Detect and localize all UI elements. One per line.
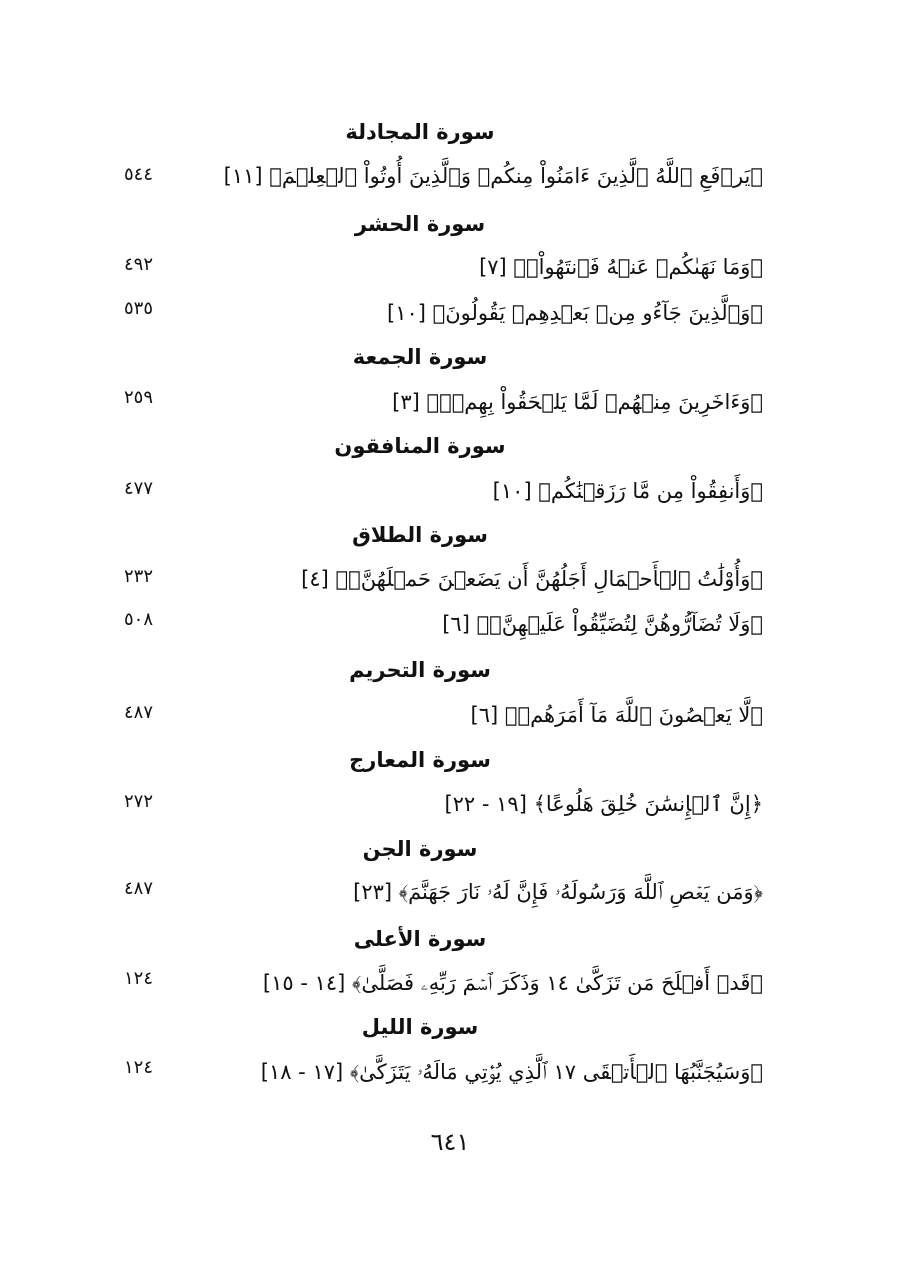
surah-heading: سورة الجمعة xyxy=(352,345,488,369)
verse-entry: ﴿وَأُوْلَٰتُ ٱلۡأَحۡمَالِ أَجَلُهُنَّ أَن يَضَعۡنَ حَمۡلَهُنَّۚ﴾ [٤] xyxy=(301,567,763,591)
verse-entry: ﴿إِنَّ ٱلۡإِنسَٰنَ خُلِقَ هَلُوعًا﴾ [١٩ - ٢٢] xyxy=(444,792,763,816)
surah-heading: سورة الليل xyxy=(361,1015,479,1039)
page-reference: ٤٩٢ xyxy=(124,254,154,275)
page-reference: ٤٨٧ xyxy=(124,702,154,723)
page-reference: ١٢٤ xyxy=(124,968,154,989)
verse-entry: ﴿وَلَا تُضَآرُّوهُنَّ لِتُضَيِّقُواْ عَلَيۡهِنَّۚ﴾ [٦] xyxy=(442,612,763,636)
verse-entry: ﴿وَمَن يَعۡصِ ٱللَّهَ وَرَسُولَهُۥ فَإِنَّ لَهُۥ نَارَ جَهَنَّمَ﴾ [٢٣] xyxy=(353,880,763,904)
surah-heading: سورة المجادلة xyxy=(345,120,495,144)
verse-entry: ﴿وَأَنفِقُواْ مِن مَّا رَزَقۡنَٰكُم﴾ [١٠] xyxy=(492,479,763,503)
verse-entry: ﴿وَمَا نَهَىٰكُمۡ عَنۡهُ فَٱنتَهُواْۚ﴾ [٧] xyxy=(479,255,763,279)
page-reference: ٥٠٨ xyxy=(124,609,154,630)
page-reference: ٢٧٢ xyxy=(124,791,154,812)
page-reference: ٤٨٧ xyxy=(124,878,154,899)
surah-heading: سورة المنافقون xyxy=(334,434,506,458)
surah-heading: سورة الطلاق xyxy=(352,523,488,547)
page-reference: ٥٣٥ xyxy=(124,298,154,319)
surah-heading: سورة المعارج xyxy=(349,748,491,772)
verse-entry: ﴿وَسَيُجَنَّبُهَا ٱلۡأَتۡقَى ١٧ ٱلَّذِي يُؤۡتِي مَالَهُۥ يَتَزَكَّىٰ﴾ [١٧ - ١٨] xyxy=(260,1060,763,1084)
page-number: ٦٤١ xyxy=(430,1128,470,1156)
page-reference: ٢٣٢ xyxy=(124,566,154,587)
verse-entry: ﴿وَءَاخَرِينَ مِنۡهُمۡ لَمَّا يَلۡحَقُواْ بِهِمۡۚ﴾ [٣] xyxy=(392,390,763,414)
verse-entry: ﴿قَدۡ أَفۡلَحَ مَن تَزَكَّىٰ ١٤ وَذَكَرَ ٱسۡمَ رَبِّهِۦ فَصَلَّىٰ﴾ [١٤ - ١٥] xyxy=(262,971,763,995)
verse-entry: ﴿لَّا يَعۡصُونَ ٱللَّهَ مَآ أَمَرَهُمۡ﴾ [٦] xyxy=(470,703,763,727)
surah-heading: سورة الأعلى xyxy=(353,927,487,951)
page-reference: ٥٤٤ xyxy=(124,164,154,185)
page-reference: ٢٥٩ xyxy=(124,387,154,408)
surah-heading: سورة الحشر xyxy=(354,212,486,236)
verse-entry: ﴿وَٱلَّذِينَ جَآءُو مِنۢ بَعۡدِهِمۡ يَقُولُونَ﴾ [١٠] xyxy=(386,301,763,325)
page-reference: ٤٧٧ xyxy=(124,478,154,499)
surah-heading: سورة التحريم xyxy=(349,658,491,682)
verse-entry: ﴿يَرۡفَعِ ٱللَّهُ ٱلَّذِينَ ءَامَنُواْ مِنكُمۡ وَٱلَّذِينَ أُوتُواْ ٱلۡعِلۡمَ﴾ [١١] xyxy=(223,164,763,188)
page-reference: ١٢٤ xyxy=(124,1057,154,1078)
surah-heading: سورة الجن xyxy=(362,837,478,861)
